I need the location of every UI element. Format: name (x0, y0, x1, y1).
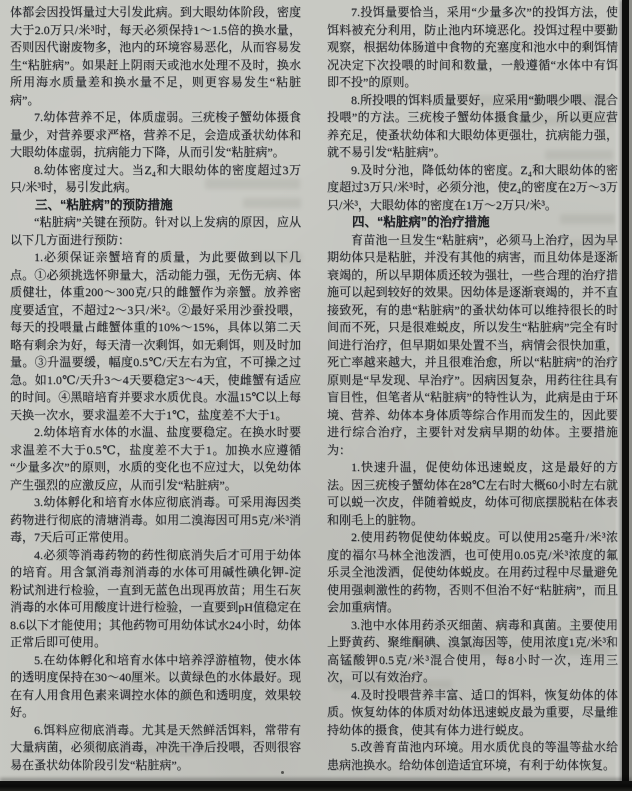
paragraph: 8.所投喂的饵料质量要好，应采用“勤喂少喂、混合投喂”的方法。三疣梭子蟹幼体摄食量少，所以更应营养充足，使蚤状幼体和大眼幼体更强壮，抗病能力强，就不易引发“粘脏病”。 (327, 92, 618, 159)
paragraph: 4.及时投喂营养丰富、适口的饵料，恢复幼体的体质。恢复幼体的体质对幼体迅速蜕皮最为重要，尽量维持幼体的摄食，使其有体力进行蜕皮。 (327, 687, 618, 737)
paragraph: 5.改善育苗池内环境。用水质优良的等温等盐水给患病池换水。给幼体创造适宜环境，有利于幼体恢复。 (327, 740, 618, 772)
paragraph: 2.使用药物促使幼体蜕皮。可以使用25毫升/米³浓度的福尔马林全池泼洒，也可使用0.05克/米³浓度的氟乐灵全池泼洒，促使幼体蜕皮。在用药过程中尽量避免使用强刺激性的药物，否则不但治不好“粘脏病”，而且会加重病情。 (327, 530, 618, 614)
paragraph: 3.幼体孵化和培育水体应彻底消毒。可采用海因类药物进行彻底的清塘消毒。如用二溴海因可用5克/米³消毒，7天后可正常使用。 (10, 495, 301, 544)
paragraph: 3.池中水体用药杀灭细菌、病毒和真菌。主要使用上野黄药、聚维酮碘、溴氯海因等，使用浓度1克/米³和高锰酸钾0.5克/米³混合使用，每8小时一次，连用三次，可以有效治疗。 (327, 617, 618, 684)
paragraph: “粘脏病”关键在预防。针对以上发病的原因，应从以下几方面进行预防： (10, 215, 301, 247)
paragraph: 2.幼体培育水体的水温、盐度要稳定。在换水时要求温差不大于0.5℃，盐度差不大于1。加换水应遵循“少量多次”的原则，水质的变化也不应过大，以免幼体产生强烈的应激反应，从而引发“粘脏病”。 (10, 425, 301, 492)
scan-edge-bottom (0, 781, 632, 791)
paragraph: 7.幼体营养不足，体质虚弱。三疣梭子蟹幼体摄食量少，对营养要求严格，营养不足，会造成蚤状幼体和大眼幼体虚弱，抗病能力下降，从而引发“粘脏病”。 (10, 110, 301, 159)
paragraph: 体都会因投饵量过大引发此病。到大眼幼体阶段，密度大于2.0万只/米³时，每天必须保持1～1.5倍的换水量，否则因代谢废物多，池内的环境容易恶化，从而容易发生“粘脏病”。如果赶上阴雨天或池水处理不及时，换水所用海水质量差和换水量不足，则更容易发生“粘脏病”。 (10, 5, 301, 107)
paragraph: 7.投饵量要恰当，采用“少量多次”的投饵方法，使饵料被充分利用，防止池内环境恶化。投饵过程中要勤观察，根据幼体肠道中食物的充塞度和池水中的剩饵情况决定下次投喂的时间和数量，一般遵循“水体中有饵即不投”的原则。 (327, 5, 618, 89)
paragraph: 1.必须保证亲蟹培育的质量，为此要做到以下几点。①必须挑选怀卵量大，活动能力强，无伤无病、体质健壮，体重200～300克/只的雌蟹作为亲蟹。放养密度要适宜，不超过2～3只/米²。②最好采用沙蚕投喂，每天的投喂量占雌蟹体重的10%～15%，具体以第二天略有剩余为好，每天清一次剩饵，如无剩饵，则及时加量。③升温要缓，幅度0.5℃/天左右为宜，不可操之过急。如1.0℃/天升3～4天要稳定3～4天，使雌蟹有适应的时间。④黑暗培育并要求水质优良。水温15℃以上每天换一次水，要求温差不大于1℃，盐度差不大于1。 (10, 250, 301, 422)
section-heading: 四、“粘脏病”的治疗措施 (352, 215, 490, 229)
section-heading: 三、“粘脏病”的预防措施 (35, 197, 173, 212)
scan-edge-right (622, 0, 629, 791)
paragraph: 8.幼体密度过大。当Z₄和大眼幼体的密度超过3万只/米³时，易引发此病。 (10, 162, 301, 194)
paragraph: 9.及时分池，降低幼体的密度。Z₄和大眼幼体的密度超过3万只/米³时，必须分池，使Z₄的密度在2万～3万只/米³，大眼幼体的密度在1万～2万只/米³。 (327, 162, 618, 212)
paragraph: 6.饵料应彻底消毒。尤其是天然鲜活饵料，常带有大量病菌，必须彻底消毒，冲洗干净后投喂，否则很容易在蚤状幼体阶段引发“粘脏病”。 (10, 722, 301, 772)
right-text-column (327, 4, 618, 784)
paragraph: 5.在幼体孵化和培育水体中培养浮游植物，使水体的透明度保持在30～40厘米。以黄绿色的水体最好。现在有人用食用色素来调控水体的颜色和透明度，效果较好。 (10, 652, 301, 719)
paragraph: 育苗池一旦发生“粘脏病”，必须马上治疗，因为早期幼体只是粘脏，并没有其他的病害，而且幼体是逐渐衰竭的，所以早期体质还较为强壮，一些合理的治疗措施可以起到较好的效果。因幼体是逐渐衰竭的，并不直接致死，有的患“粘脏病”的蚤状幼体可以维持很长的时间而不死，只是很难蜕皮，所以发生“粘脏病”完全有时间进行治疗，但早期如果处置不当，病情会很快加重，死亡率越来越大，并且很难治愈，所以“粘脏病”的治疗原则是“早发现、早治疗”。因病因复杂，用药往往具有盲目性，但笔者从“粘脏病”的特性认为，此病是由于环境、营养、幼体本身体质等综合作用而发生的，因此要进行综合治疗，主要针对发病早期的幼体。主要措施为： (327, 232, 618, 457)
left-text-column (10, 4, 301, 784)
paragraph: 4.必须等消毒药物的药性彻底消失后才可用于幼体的培育。用含氯消毒剂消毒的水体可用碱性碘化钾-淀粉试剂进行检验，一直到无蓝色出现再放苗；用生石灰消毒的水体可用酸度计进行检验，一直要到pH值稳定在8.6以下才能使用；其他药物可用幼体试水24小时，幼体正常后即可使用。 (10, 547, 301, 649)
paragraph: 1.快速升温，促使幼体迅速蜕皮，这是最好的方法。因三疣梭子蟹幼体在28℃左右时大概60小时左右就可以蜕一次皮，伴随着蜕皮，幼体可彻底摆脱粘在体表和刚毛上的脏物。 (327, 460, 618, 527)
